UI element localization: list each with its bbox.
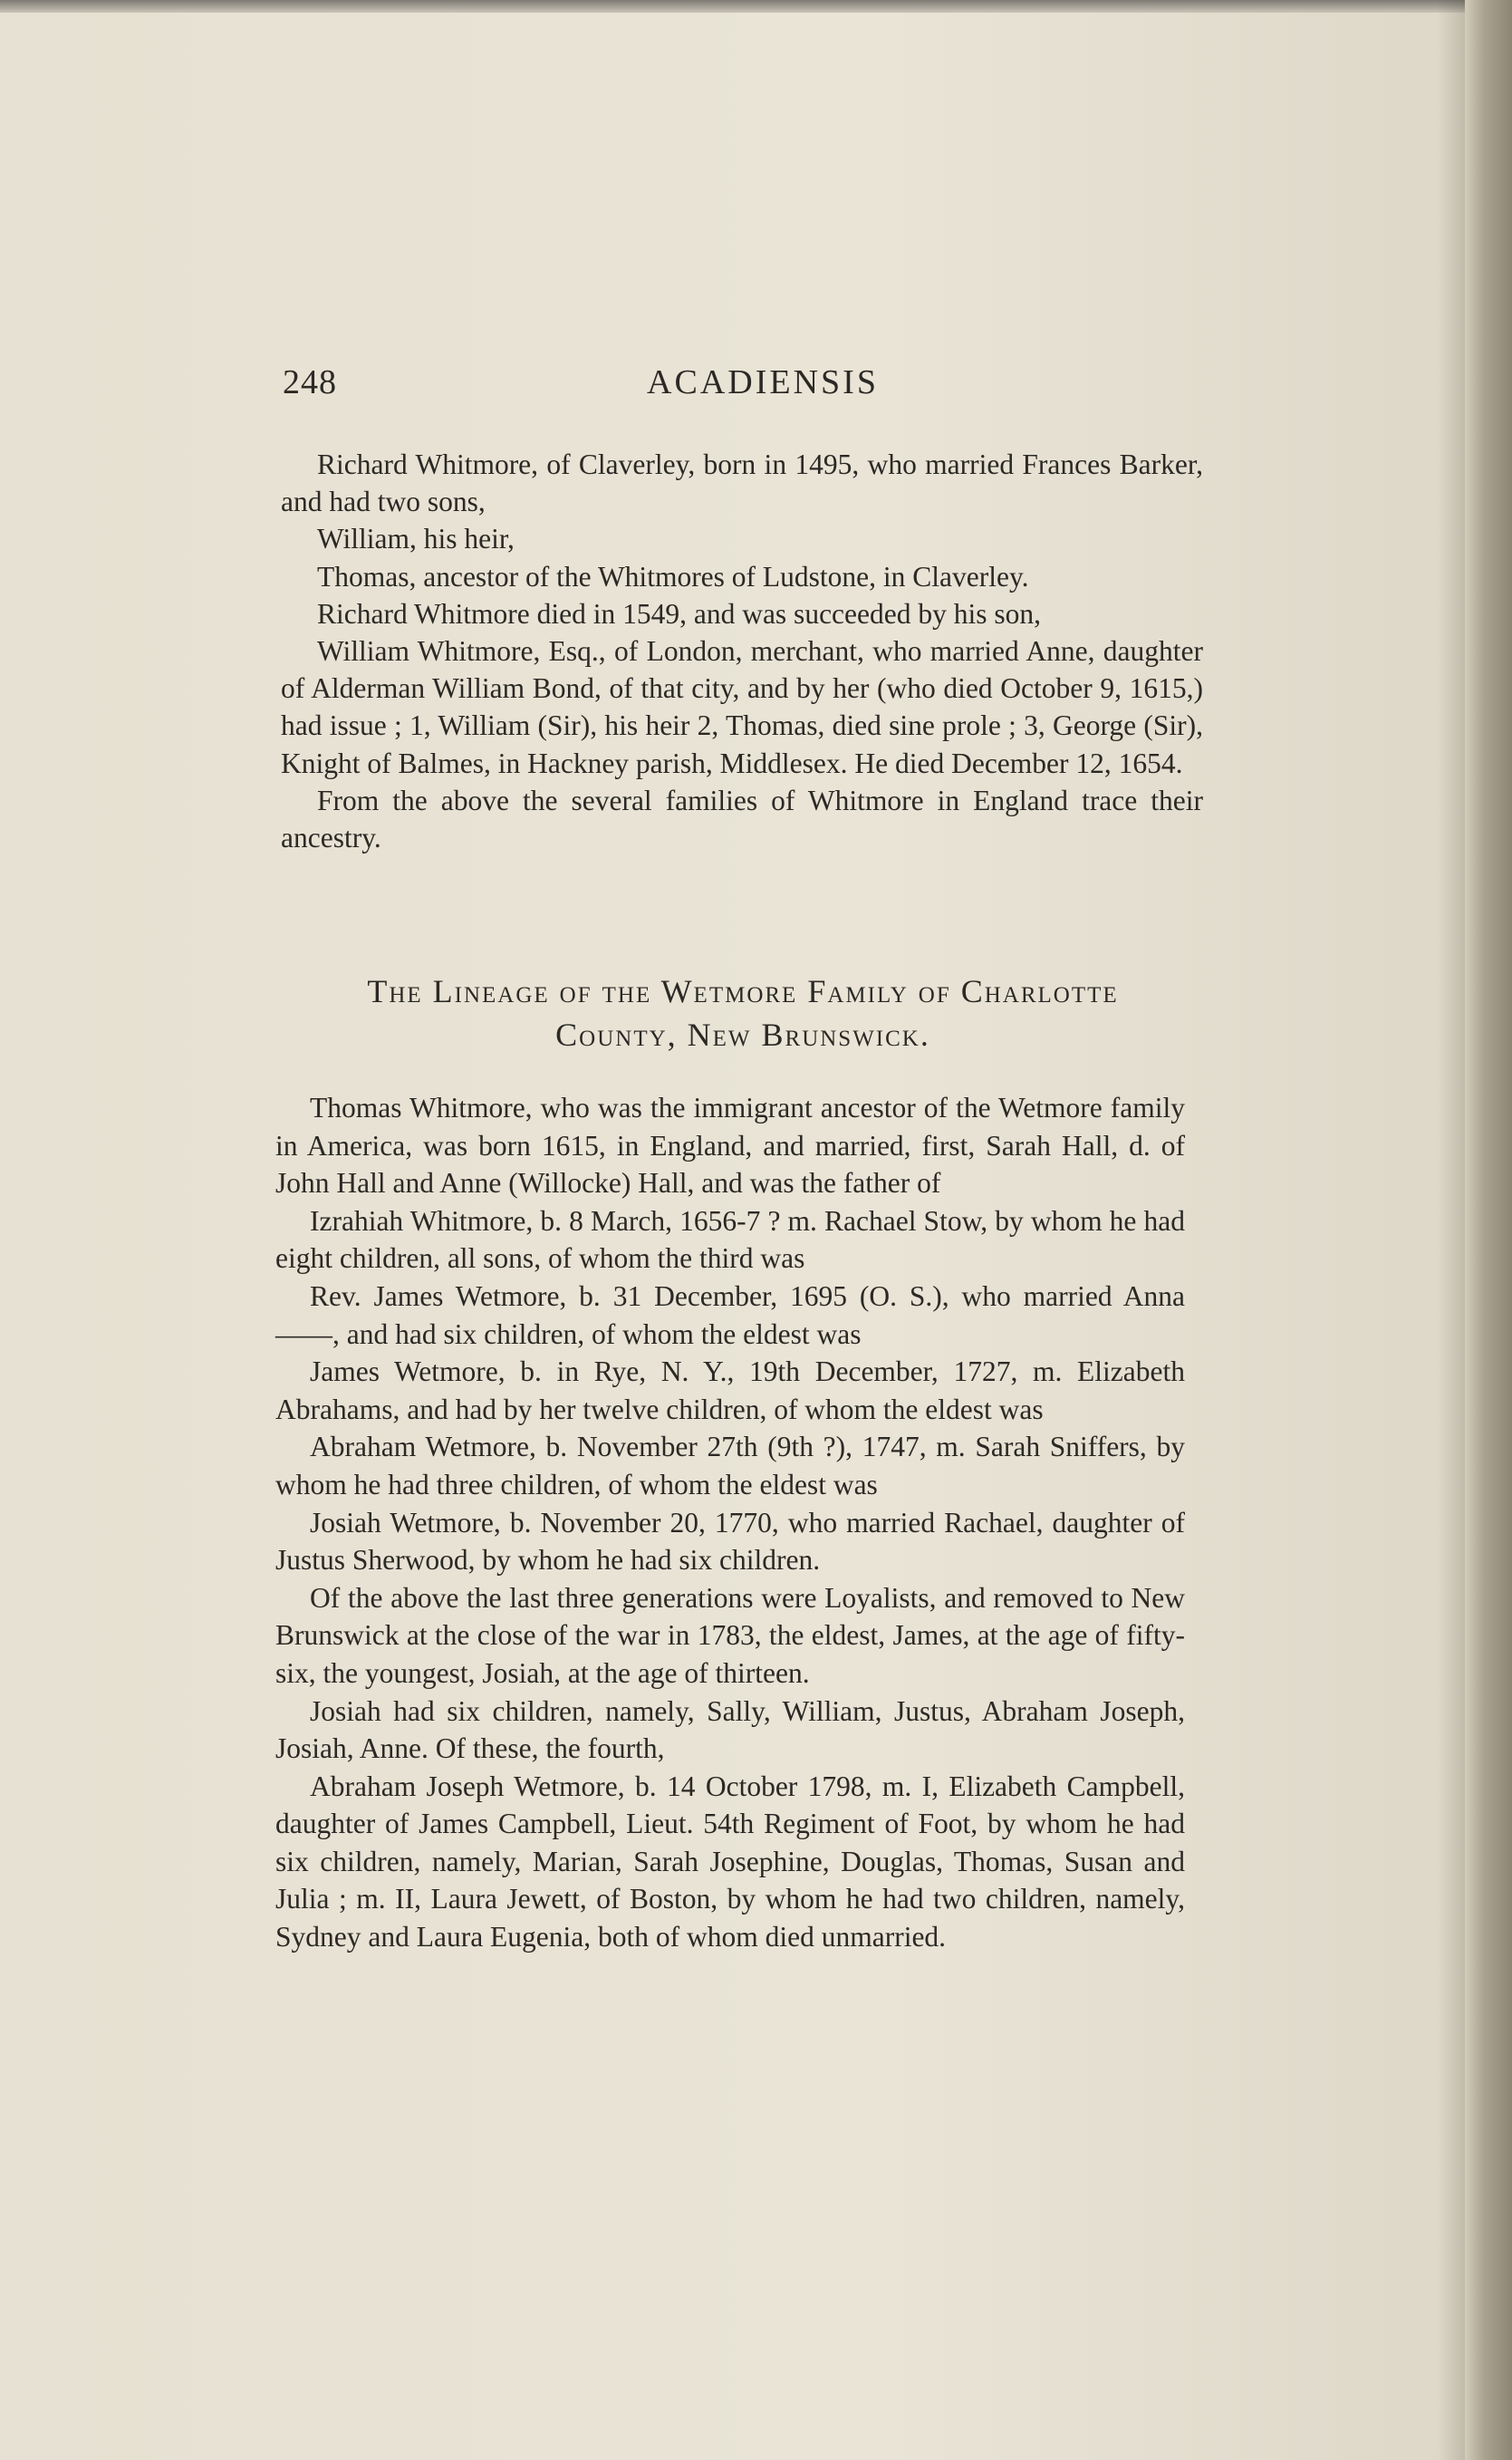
paragraph: Abraham Joseph Wetmore, b. 14 October 1798, m. I, Elizabeth Campbell, daughter of James Campbell, Lieut. 54th Regiment of Foot, by whom he had six children, namely, Marian, Sarah Josephine, Douglas, Thomas, Susan and Julia ; m. II, Laura Jewett, of Boston, by whom he had two children, namely, Sydney and Laura Eugenia, both of whom died unmarried. (275, 1770, 1185, 1954)
book-gutter (1465, 0, 1512, 2460)
genealogy-text-whitmore (281, 446, 1203, 856)
section-heading-line-1: The Lineage of the Wetmore Family of Charlotte (367, 973, 1119, 1009)
paragraph: Thomas, ancestor of the Whitmores of Ludstone, in Claverley. (317, 560, 1029, 593)
paragraph: Izrahiah Whitmore, b. 8 March, 1656-7 ? m. Rachael Stow, by whom he had eight children, all sons, of whom the third was (275, 1204, 1185, 1275)
paragraph: Richard Whitmore died in 1549, and was succeeded by his son, (317, 597, 1041, 630)
paragraph: Thomas Whitmore, who was the immigrant ancestor of the Wetmore family in America, was born 1615, in England, and married, first, Sarah Hall, d. of John Hall and Anne (Willocke) Hall, and was the father of (275, 1092, 1185, 1200)
page-top-edge (0, 0, 1512, 13)
paragraph: James Wetmore, b. in Rye, N. Y., 19th December, 1727, m. Elizabeth Abrahams, and had by her twelve children, of whom the eldest was (275, 1355, 1185, 1425)
paragraph: William Whitmore, Esq., of London, merchant, who married Anne, daughter of Alderman William Bond, of that city, and by her (who died October 9, 1615,) had issue ; 1, William (Sir), his heir 2, Thomas, died sine prole ; 3, George (Sir), Knight of Balmes, in Hackney parish, Middlesex. He died December 12, 1654. (281, 635, 1203, 779)
paragraph: William, his heir, (317, 523, 515, 555)
section-heading-line-2: County, New Brunswick. (555, 1017, 930, 1053)
running-head (283, 362, 1198, 417)
paragraph: Of the above the last three generations were Loyalists, and removed to New Brunswick at the close of the war in 1783, the eldest, James, at the age of fifty-six, the youngest, Josiah, at the age of thirteen. (275, 1581, 1185, 1689)
running-title: ACADIENSIS (647, 363, 879, 401)
paragraph: Rev. James Wetmore, b. 31 December, 1695 (O. S.), who married Anna ——, and had six children, of whom the eldest was (275, 1279, 1185, 1350)
paragraph: Josiah Wetmore, b. November 20, 1770, who married Rachael, daughter of Justus Sherwood, by whom he had six children. (275, 1506, 1185, 1577)
page-number: 248 (283, 363, 337, 401)
spine-shadow (1438, 0, 1465, 2460)
genealogy-text-wetmore (275, 1089, 1185, 1956)
section-heading (272, 970, 1214, 1056)
paragraph: Josiah had six children, namely, Sally, William, Justus, Abraham Joseph, Josiah, Anne. Of these, the fourth, (275, 1694, 1185, 1765)
paragraph: Richard Whitmore, of Claverley, born in 1495, who married Frances Barker, and had two sons, (281, 449, 1203, 518)
paragraph: Abraham Wetmore, b. November 27th (9th ?), 1747, m. Sarah Sniffers, by whom he had three children, of whom the eldest was (275, 1431, 1185, 1500)
paragraph: From the above the several families of Whitmore in England trace their ancestry. (281, 784, 1203, 854)
